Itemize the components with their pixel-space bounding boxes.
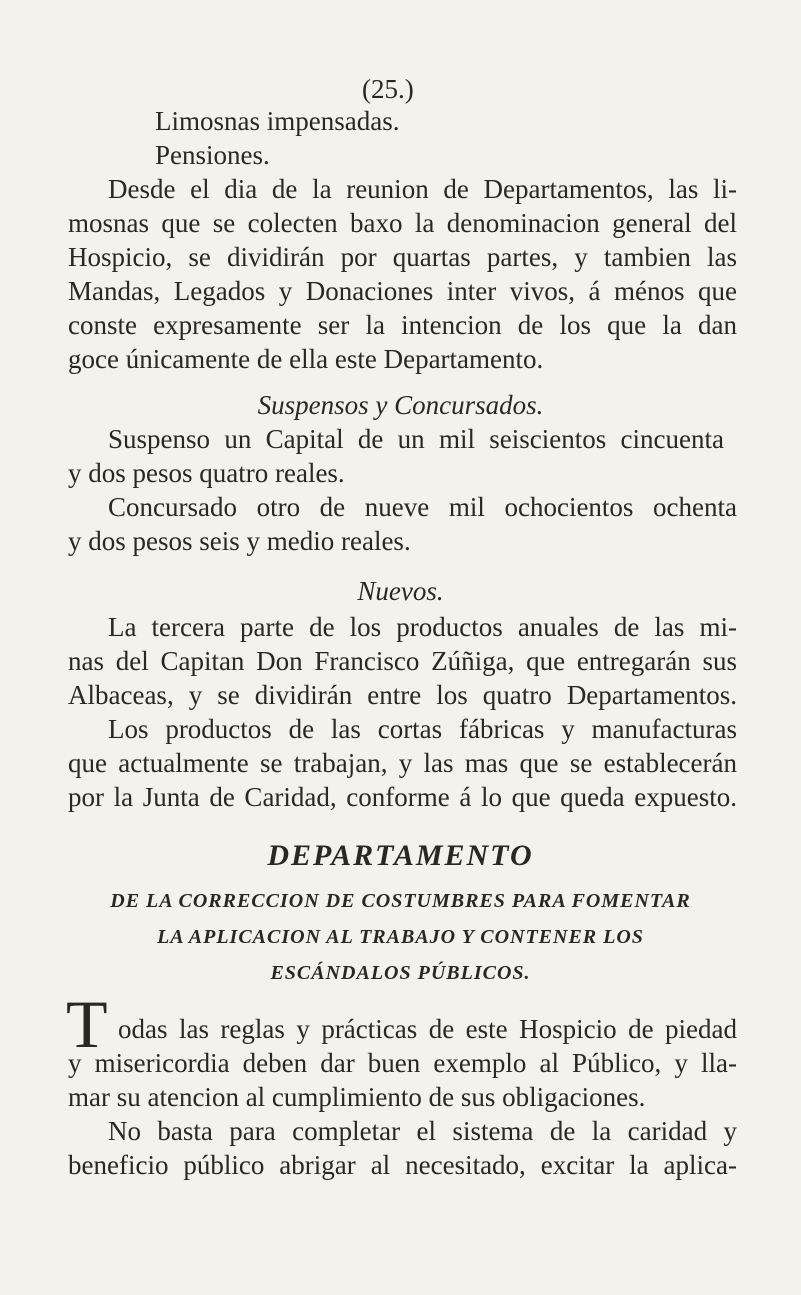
text-line: Los productos de las cortas fábricas y manufacturas — [108, 714, 737, 744]
heading-limosnas: Limosnas impensadas. — [155, 106, 400, 136]
text-line: mar su atencion al cumplimiento de sus obligaciones. — [68, 1082, 646, 1112]
text-line: mosnas que se colecten baxo la denominacion general del — [68, 208, 737, 238]
text-line: Desde el dia de la reunion de Departamentos, las li- — [108, 174, 737, 204]
text-line: por la Junta de Caridad, conforme á lo que queda expuesto. — [68, 782, 737, 812]
text-line: Hospicio, se dividirán por quartas partes, y tambien las — [68, 242, 737, 272]
page-number: (25.) — [362, 74, 414, 104]
section-subtitle-line: LA APLICACION AL TRABAJO Y CONTENER LOS — [157, 926, 644, 948]
text-line: odas las reglas y prácticas de este Hospicio de piedad — [118, 1014, 737, 1044]
section-title: DEPARTAMENTO — [267, 839, 534, 872]
text-line: y dos pesos seis y medio reales. — [68, 526, 411, 556]
text-line: No basta para completar el sistema de la caridad y — [108, 1116, 737, 1146]
section-subtitle-line: DE LA CORRECCION DE COSTUMBRES PARA FOMENTAR — [110, 890, 691, 912]
text-line: conste expresamente ser la intencion de los que la dan — [68, 310, 737, 340]
text-line: Suspenso un Capital de un mil seiscientos cincuenta — [108, 424, 724, 454]
section-subtitle-line: ESCÁNDALOS PÚBLICOS. — [270, 962, 531, 984]
heading-nuevos: Nuevos. — [357, 576, 444, 606]
text-line: y misericordia deben dar buen exemplo al Público, y lla- — [68, 1048, 737, 1078]
heading-pensiones: Pensiones. — [155, 140, 270, 170]
text-line: La tercera parte de los productos anuales de las mi- — [108, 612, 737, 642]
text-line: goce únicamente de ella este Departamento. — [68, 344, 544, 374]
text-line: que actualmente se trabajan, y las mas que se establecerán — [68, 748, 737, 778]
text-line: nas del Capitan Don Francisco Zúñiga, que entregarán sus — [68, 646, 737, 676]
heading-suspensos: Suspensos y Concursados. — [257, 390, 544, 420]
text-line: Concursado otro de nueve mil ochocientos ochenta — [108, 492, 737, 522]
drop-cap: T — [66, 986, 108, 1062]
text-line: Albaceas, y se dividirán entre los quatro Departamentos. — [68, 680, 737, 710]
text-line: beneficio público abrigar al necesitado, excitar la aplica- — [68, 1150, 737, 1180]
text-line: Mandas, Legados y Donaciones inter vivos, á ménos que — [68, 276, 737, 306]
text-line: y dos pesos quatro reales. — [68, 458, 345, 488]
